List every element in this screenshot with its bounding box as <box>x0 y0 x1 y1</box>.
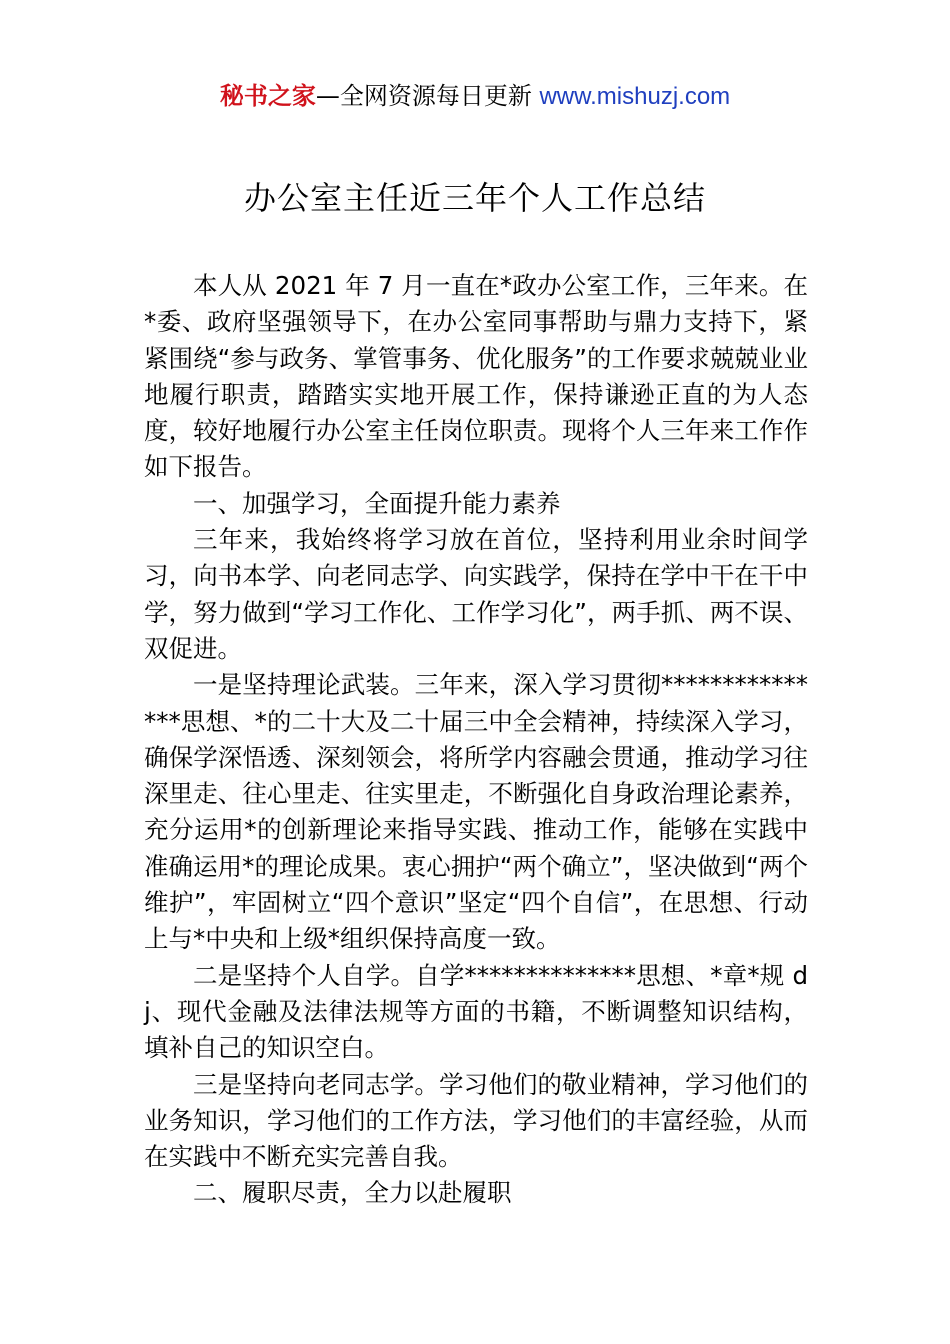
section-heading-1: 一、加强学习，全面提升能力素养 <box>193 488 561 518</box>
paragraph: 三是坚持向老同志学。学习他们的敬业精神，学习他们的业务知识，学习他们的工作方法，学习他们的丰富经验，从而在实践中不断充实完善自我。 <box>144 1069 808 1172</box>
paragraph: 二是坚持个人自学。自学**************思想、*章*规 dj、现代金融及法律法规等方面的书籍，不断调整知识结构，填补自己的知识空白。 <box>144 960 808 1063</box>
header-slogan: —全网资源每日更新 <box>315 82 532 110</box>
brand-name: 秘书之家 <box>219 82 316 110</box>
document-title: 办公室主任近三年个人工作总结 <box>243 179 706 217</box>
document-body <box>144 268 808 1212</box>
paragraph-intro: 本人从 2021 年 7 月一直在*政办公室工作，三年来。在*委、政府坚强领导下，在办公室同事帮助与鼎力支持下，紧紧围绕“参与政务、掌管事务、优化服务”的工作要求兢兢业业地履行职责，踏踏实实地开展工作，保持谦逊正直的为人态度，较好地履行办公室主任岗位职责。现将个人三年来工作作如下报告。 <box>144 271 808 482</box>
section-heading-2: 二、履职尽责，全力以赴履职 <box>193 1178 512 1208</box>
site-url-link[interactable]: www.mishuzj.com <box>539 83 731 110</box>
paragraph: 一是坚持理论武装。三年来，深入学习贯彻***************思想、*的二十大及二十届三中全会精神，持续深入学习，确保学深悟透、深刻领会，将所学内容融会贯通，推动学习往深里走、往心里走、往实里走，不断强化自身政治理论素养，充分运用*的创新理论来指导实践、推动工作，能够在实践中准确运用*的理论成果。衷心拥护“两个确立”，坚决做到“两个维护”，牢固树立“四个意识”坚定“四个自信”，在思想、行动上与*中央和上级*组织保持高度一致。 <box>144 670 808 954</box>
paragraph: 三年来，我始终将学习放在首位，坚持利用业余时间学习，向书本学、向老同志学、向实践学，保持在学中干在干中学，努力做到“学习工作化、工作学习化”，两手抓、两不误、双促进。 <box>144 525 808 663</box>
site-header <box>0 80 950 113</box>
